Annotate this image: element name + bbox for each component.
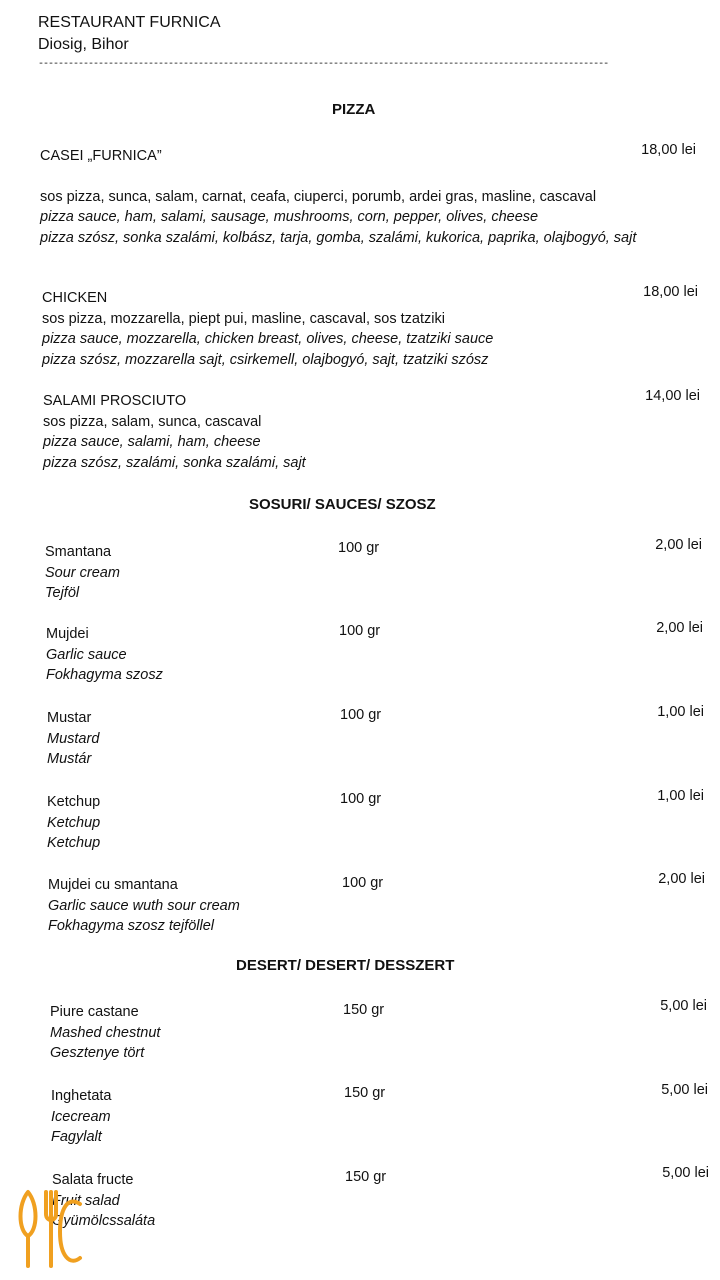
- item-name: Salata fructe: [52, 1172, 134, 1188]
- item-price: 5,00 lei: [661, 1082, 708, 1098]
- item-ingredients-en: pizza sauce, salami, ham, cheese: [43, 434, 261, 450]
- restaurant-header: [38, 12, 221, 56]
- item-price: 1,00 lei: [657, 704, 704, 720]
- menu-item-dessert: [50, 1002, 160, 1064]
- item-name: Mujdei cu smantana: [48, 877, 178, 893]
- item-name-en: Fruit salad: [52, 1192, 120, 1209]
- item-quantity: 100 gr: [340, 791, 382, 807]
- item-name: Smantana: [45, 544, 112, 560]
- menu-item-sauce: [45, 542, 120, 604]
- item-ingredients-hu: pizza szósz, mozzarella sajt, csirkemell, olajbogyó, sajt, tzatziki szósz: [42, 351, 489, 368]
- item-quantity: 100 gr: [339, 623, 381, 639]
- item-quantity: 150 gr: [343, 1002, 385, 1018]
- menu-item-sauce: [47, 708, 99, 770]
- item-name: CASEI „FURNICA”: [40, 148, 162, 164]
- item-name-en: Garlic sauce wuth sour cream: [48, 897, 240, 914]
- item-name-hu: Fokhagyma szosz: [46, 667, 163, 683]
- header-divider: ------------------------------------------------------------------------------------------------------------------: [38, 60, 609, 70]
- item-name: SALAMI PROSCIUTO: [43, 393, 187, 409]
- item-name-en: Mashed chestnut: [50, 1024, 161, 1041]
- item-price: 14,00 lei: [645, 388, 700, 404]
- item-ingredients-ro: sos pizza, mozzarella, piept pui, masline, cascaval, sos tzatziki: [42, 310, 445, 327]
- item-quantity: 100 gr: [342, 875, 384, 891]
- item-ingredients-ro: sos pizza, sunca, salam, carnat, ceafa, ciuperci, porumb, ardei gras, masline, cascaval: [40, 188, 597, 205]
- restaurant-location: Diosig, Bihor: [38, 36, 129, 53]
- item-quantity: 100 gr: [338, 540, 380, 556]
- item-price: 1,00 lei: [657, 788, 704, 804]
- section-title-desserts: DESERT/ DESERT/ DESSZERT: [236, 957, 455, 974]
- item-name-hu: Tejföl: [45, 585, 80, 601]
- item-ingredients-hu: pizza szósz, szalámi, sonka szalámi, sajt: [43, 454, 306, 471]
- item-name-hu: Gyümölcssaláta: [52, 1213, 156, 1229]
- item-name-en: Icecream: [51, 1108, 111, 1125]
- menu-item-sauce: [46, 624, 163, 686]
- item-name: Inghetata: [51, 1088, 112, 1104]
- item-price: 2,00 lei: [658, 871, 705, 887]
- menu-item-pizza-casei: [40, 146, 690, 248]
- item-name-en: Mustard: [47, 730, 100, 747]
- item-price: 2,00 lei: [656, 620, 703, 636]
- item-name: Mujdei: [46, 626, 89, 642]
- item-name-hu: Gesztenye tört: [50, 1045, 145, 1061]
- item-price: 2,00 lei: [655, 537, 702, 553]
- item-name-hu: Ketchup: [47, 835, 101, 851]
- item-price: 5,00 lei: [662, 1165, 709, 1181]
- item-ingredients-ro: sos pizza, salam, sunca, cascaval: [43, 413, 262, 430]
- item-name-hu: Mustár: [47, 751, 92, 767]
- item-quantity: 100 gr: [340, 707, 382, 723]
- cutlery-logo-icon: [14, 1186, 84, 1270]
- item-name: Mustar: [47, 710, 92, 726]
- section-title-pizza: PIZZA: [332, 101, 376, 118]
- item-name: CHICKEN: [42, 290, 108, 306]
- item-quantity: 150 gr: [344, 1085, 386, 1101]
- item-name-hu: Fokhagyma szosz tejföllel: [48, 918, 215, 934]
- item-ingredients-hu: pizza szósz, sonka szalámi, kolbász, tarja, gomba, szalámi, kukorica, paprika, olajbogyó, sajt: [40, 229, 637, 246]
- item-name-en: Garlic sauce: [46, 646, 127, 663]
- item-quantity: 150 gr: [345, 1169, 387, 1185]
- menu-item-dessert: [51, 1086, 111, 1148]
- menu-item-sauce: [47, 792, 100, 854]
- menu-item-sauce: [48, 875, 240, 937]
- item-price: 18,00 lei: [641, 142, 696, 158]
- item-ingredients-en: pizza sauce, ham, salami, sausage, mushrooms, corn, pepper, olives, cheese: [40, 209, 539, 225]
- item-price: 18,00 lei: [643, 284, 698, 300]
- item-name-hu: Fagylalt: [51, 1129, 102, 1145]
- section-title-sauces: SOSURI/ SAUCES/ SZOSZ: [249, 496, 436, 513]
- item-name-en: Ketchup: [47, 814, 101, 831]
- item-ingredients-en: pizza sauce, mozzarella, chicken breast, olives, cheese, tzatziki sauce: [42, 331, 494, 347]
- item-name: Piure castane: [50, 1004, 139, 1020]
- item-name-en: Sour cream: [45, 564, 120, 581]
- item-name: Ketchup: [47, 794, 101, 810]
- restaurant-name: RESTAURANT FURNICA: [38, 14, 221, 31]
- item-price: 5,00 lei: [660, 998, 707, 1014]
